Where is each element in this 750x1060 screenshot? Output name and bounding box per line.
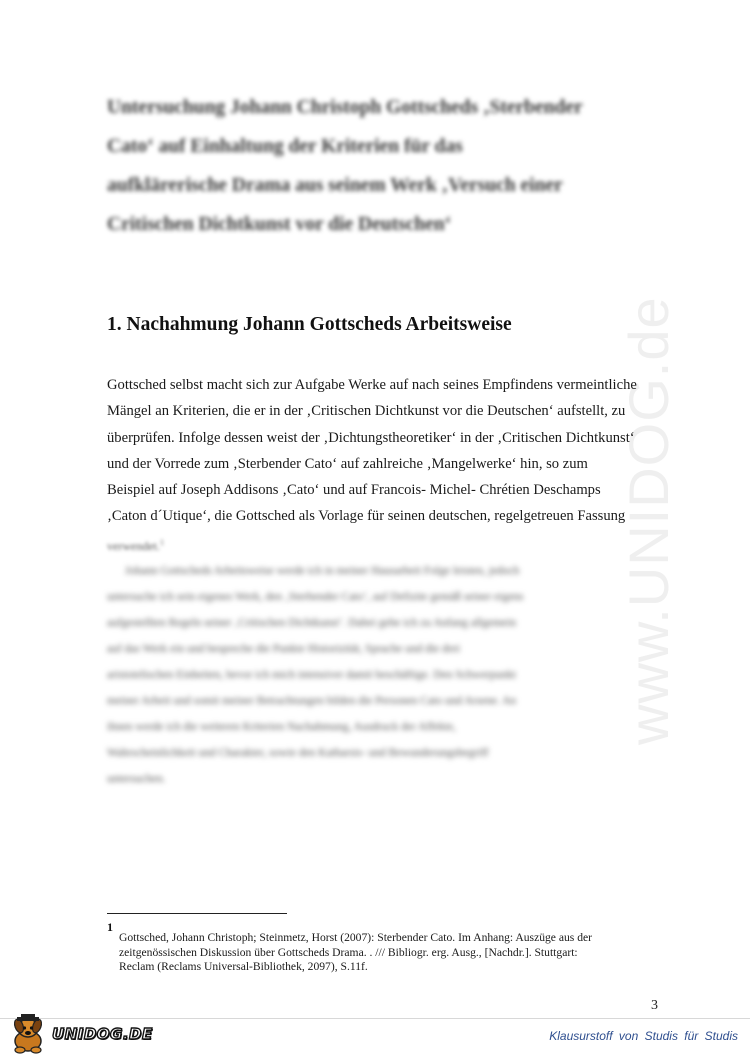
paragraph-line: Gottsched selbst macht sich zur Aufgabe Werke auf nach seines Empfindens vermeintliche xyxy=(107,377,637,393)
paragraph-line: überprüfen. Infolge dessen weist der ‚Dichtungstheoretiker‘ in der ‚Critischen Dichtkunst‘ xyxy=(107,429,635,446)
page-number: 3 xyxy=(651,998,658,1013)
logo-text: UNIDOG.DE xyxy=(52,1025,153,1043)
paragraph-line: untersuchen. xyxy=(107,773,166,785)
footnote-line: Reclam (Reclams Universal-Bibliothek, 2097), S.11f. xyxy=(119,960,368,974)
section-heading: 1. Nachahmung Johann Gottscheds Arbeitsweise xyxy=(107,314,512,335)
footnote xyxy=(119,931,659,975)
paragraph-line-blurred xyxy=(107,530,667,559)
paragraph-line: Johann Gottscheds Arbeitsweise werde ich in meiner Hausarbeit Folge leisten, jedoch xyxy=(125,565,520,577)
paragraph-line: und der Vorrede zum ‚Sterbender Cato‘ auf zahlreiche ‚Mangelwerke‘ hin, so zum xyxy=(107,455,588,472)
paragraph-line: aristotelischen Einheiten, bevor ich mich intensiver damit beschäftige. Den Schwerpunkt xyxy=(107,669,517,681)
footer-tagline: Klausurstoff von Studis für Studis xyxy=(549,1029,738,1043)
logo[interactable] xyxy=(6,1013,153,1055)
paragraph-line: untersuche ich sein eigenes Werk, den ‚Sterbender Cato‘, auf Defizite gemäß seiner eigens xyxy=(107,591,524,603)
paragraph-line: ‚Caton d´Utique‘, die Gottsched als Vorlage für seinen deutschen, regelgetreuen Fassung xyxy=(107,508,626,525)
footnote-line: zeitgenössischen Diskussion über Gottscheds Drama. . /// Bibliogr. erg. Ausg., [Nachdr.]. Stuttgart: xyxy=(119,945,578,959)
paragraph-blurred xyxy=(107,558,667,792)
footnote-reference[interactable]: 1 xyxy=(159,537,164,547)
paragraph-visible xyxy=(107,372,667,559)
paragraph-line: aufgestellten Regeln seiner ‚Critischen Dichtkunst‘. Dabei gehe ich zu Anfang allgemein xyxy=(107,617,517,629)
paragraph-line: auf das Werk ein und bespreche die Punkte Historizität, Sprache und die drei xyxy=(107,643,461,655)
title-line: Cato‘ auf Einhaltung der Kriterien für das xyxy=(107,136,463,157)
title-line: Critischen Dichtkunst vor die Deutschen‘ xyxy=(107,214,452,235)
footnote-marker: 1 xyxy=(107,920,113,934)
footnote-separator xyxy=(107,913,287,914)
paragraph-line-text: verwendet. xyxy=(107,538,160,553)
footnote-line: Gottsched, Johann Christoph; Steinmetz, Horst (2007): Sterbender Cato. Im Anhang: Auszüge aus der xyxy=(119,931,593,944)
paragraph-line: ihnen werde ich die weiteren Kriterien Nachahmung, Ausdruck der Affekte, xyxy=(107,721,456,733)
title-line: aufklärerische Drama aus seinem Werk ‚Versuch einer xyxy=(107,175,563,196)
dog-mascot-icon xyxy=(6,1013,56,1055)
paragraph-line: Wahrscheinlichkeit und Charakter, sowie den Katharsis- und Bewunderungsbegriff xyxy=(107,747,489,759)
paragraph-line: Beispiel auf Joseph Addisons ‚Cato‘ und auf Francois- Michel- Chrétien Deschamps xyxy=(107,482,601,499)
document-title xyxy=(107,88,677,244)
title-line: Untersuchung Johann Christoph Gottscheds ‚Sterbender xyxy=(107,97,583,118)
watermark: www.UNIDOG.de xyxy=(617,296,680,745)
paragraph-line: meiner Arbeit und somit meiner Betrachtungen bilden die Personen Cato und Arsene. An xyxy=(107,695,517,707)
paragraph-line: Mängel an Kriterien, die er in der ‚Critischen Dichtkunst vor die Deutschen‘ aufstellt, zu xyxy=(107,403,626,420)
